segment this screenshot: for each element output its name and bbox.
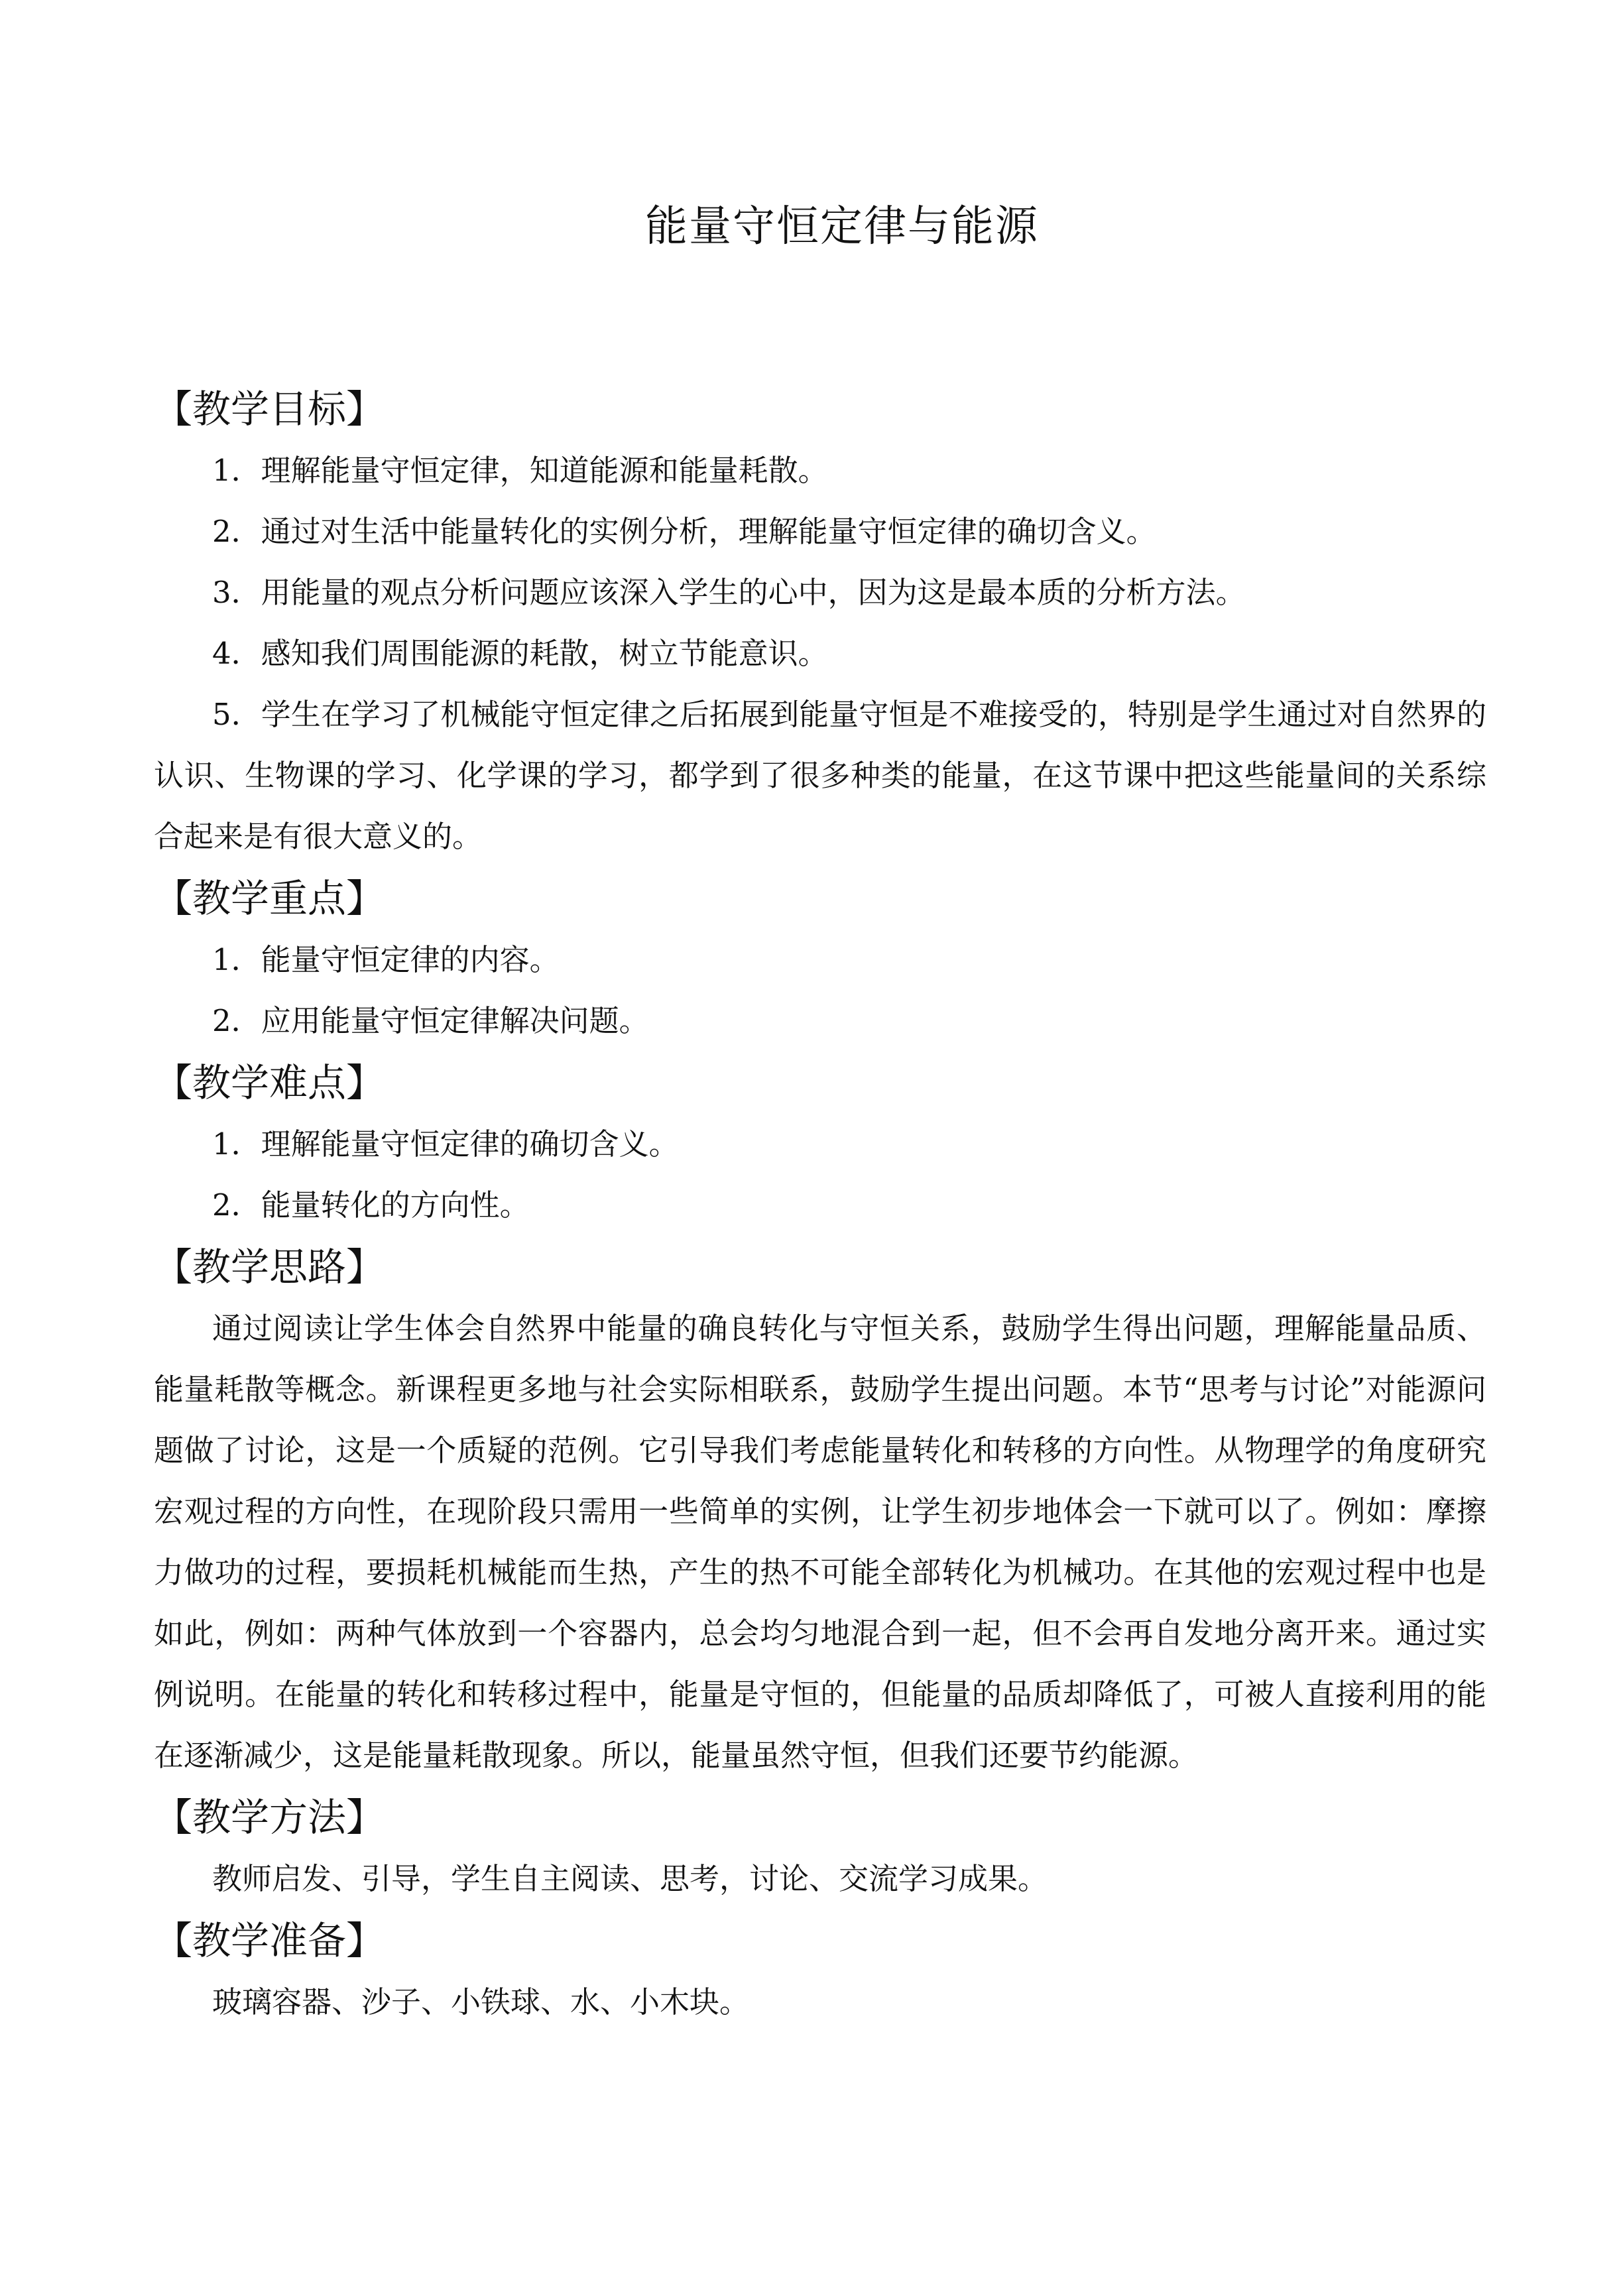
list-item: 2．通过对生活中能量转化的实例分析，理解能量守恒定律的确切含义。 xyxy=(212,514,1156,549)
section-teaching-preparation xyxy=(154,1909,1486,2033)
section-teaching-objectives xyxy=(154,378,1486,867)
list-item: 2．应用能量守恒定律解决问题。 xyxy=(212,1003,649,1038)
section-heading: 【教学思路】 xyxy=(154,1244,385,1290)
section-teaching-methods xyxy=(154,1786,1486,1909)
section-paragraph: 玻璃容器、沙子、小铁球、水、小木块。 xyxy=(212,1984,750,2020)
section-heading: 【教学方法】 xyxy=(154,1795,385,1840)
document-body xyxy=(154,378,1486,2033)
list-item: 1．理解能量守恒定律，知道能源和能量耗散。 xyxy=(212,453,828,488)
section-paragraph: 教师启发、引导，学生自主阅读、思考，讨论、交流学习成果。 xyxy=(212,1861,1048,1896)
list-item: 5．学生在学习了机械能守恒定律之后拓展到能量守恒是不难接受的，特别是学生通过对自然界的认识、生物课的学习、化学课的学习，都学到了很多种类的能量，在这节课中把这些能量间的关系综合起来是有很大意义的。 xyxy=(154,697,1486,854)
section-paragraph: 通过阅读让学生体会自然界中能量的确良转化与守恒关系，鼓励学生得出问题，理解能量品质、能量耗散等概念。新课程更多地与社会实际相联系，鼓励学生提出问题。本节“思考与讨论”对能源问题做了讨论，这是一个质疑的范例。它引导我们考虑能量转化和转移的方向性。从物理学的角度研究宏观过程的方向性，在现阶段只需用一些简单的实例，让学生初步地体会一下就可以了。例如：摩擦力做功的过程，要损耗机械能而生热，产生的热不可能全部转化为机械功。在其他的宏观过程中也是如此，例如：两种气体放到一个容器内，总会均匀地混合到一起，但不会再自发地分离开来。通过实例说明。在能量的转化和转移过程中，能量是守恒的，但能量的品质却降低了，可被人直接利用的能在逐渐减少，这是能量耗散现象。所以，能量虽然守恒，但我们还要节约能源。 xyxy=(154,1311,1486,1773)
section-difficulties xyxy=(154,1052,1486,1236)
section-heading: 【教学准备】 xyxy=(154,1918,385,1963)
document-title: 能量守恒定律与能源 xyxy=(645,202,1039,251)
section-teaching-approach xyxy=(154,1236,1486,1786)
section-heading: 【教学重点】 xyxy=(154,876,385,921)
section-key-points xyxy=(154,867,1486,1052)
section-heading: 【教学目标】 xyxy=(154,387,385,432)
list-item: 4．感知我们周围能源的耗散，树立节能意识。 xyxy=(212,636,828,671)
section-heading: 【教学难点】 xyxy=(154,1060,385,1105)
list-item: 2．能量转化的方向性。 xyxy=(212,1187,530,1223)
list-item: 1．能量守恒定律的内容。 xyxy=(212,942,560,977)
list-item: 1．理解能量守恒定律的确切含义。 xyxy=(212,1126,679,1162)
list-item: 3．用能量的观点分析问题应该深入学生的心中，因为这是最本质的分析方法。 xyxy=(212,575,1246,610)
